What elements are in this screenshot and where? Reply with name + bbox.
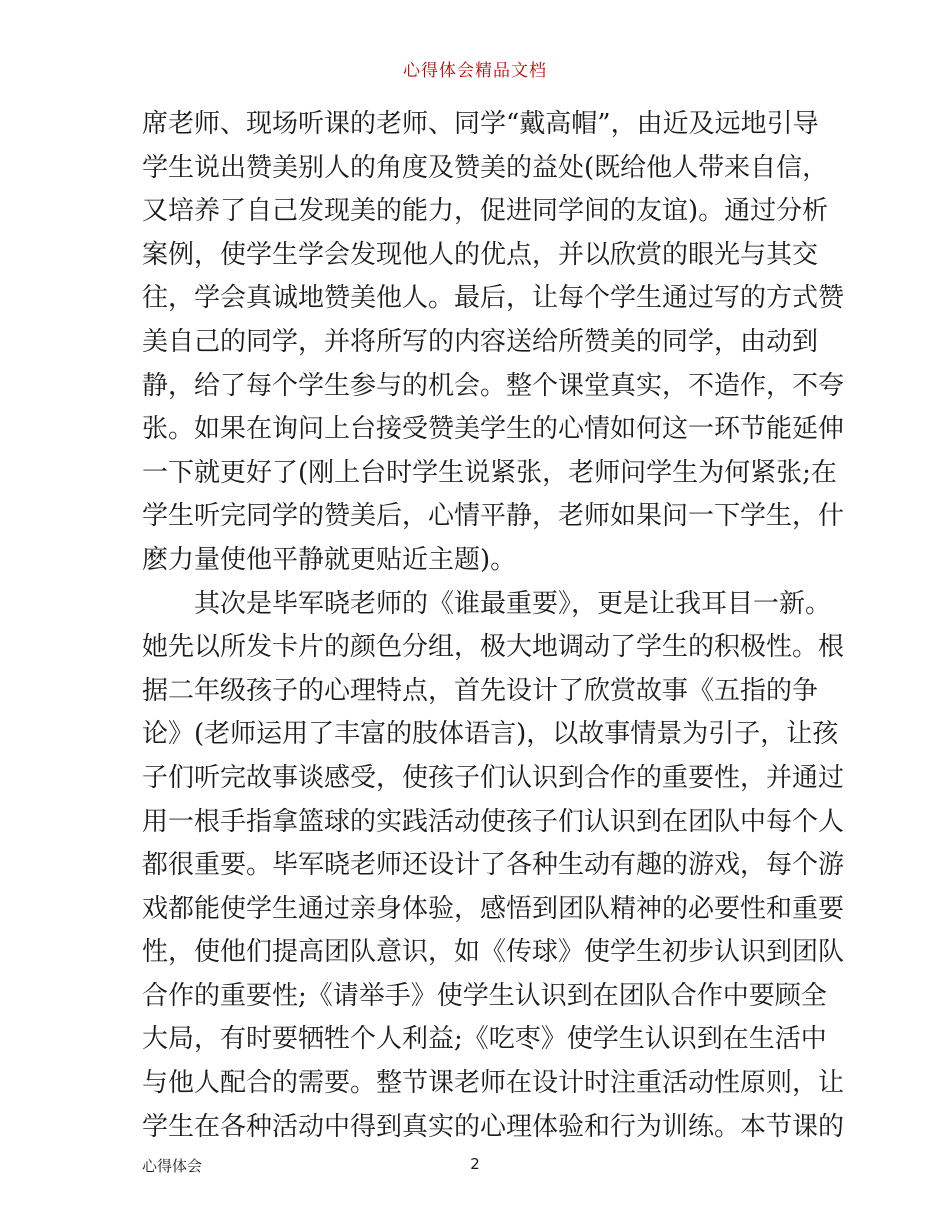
text-line: 都很重要。毕军晓老师还设计了各种生动有趣的游戏，每个游	[142, 850, 845, 881]
text-line: 又培养了自己发现美的能力，促进同学间的友谊)。通过分析	[142, 196, 829, 227]
paragraph-2	[142, 583, 845, 1150]
text-line: 性，使他们提高团队意识，如《传球》使学生初步认识到团队	[142, 937, 845, 968]
text-line: 学生在各种活动中得到真实的心理体验和行为训练。本节课的	[142, 1111, 845, 1142]
page-number: 2	[470, 1155, 480, 1173]
text-line: 学生说出赞美别人的角度及赞美的益处(既给他人带来自信，	[142, 152, 829, 183]
document-body	[142, 103, 845, 1149]
text-line: 用一根手指拿篮球的实践活动使孩子们认识到在团队中每个人	[142, 806, 845, 837]
text-line: 其次是毕军晓老师的《谁最重要》，更是让我耳目一新。	[194, 588, 832, 619]
text-line: 学生听完同学的赞美后，心情平静，老师如果问一下学生，什	[142, 501, 845, 532]
text-line: 往，学会真诚地赞美他人。最后，让每个学生通过写的方式赞	[142, 283, 845, 314]
text-line: 一下就更好了(刚上台时学生说紧张，老师问学生为何紧张;在	[142, 457, 837, 488]
footer-label: 心得体会	[142, 1157, 203, 1175]
text-line: 麽力量使他平静就更贴近主题)。	[142, 544, 517, 575]
text-line: 戏都能使学生通过亲身体验，感悟到团队精神的必要性和重要	[142, 893, 845, 924]
paragraph-1	[142, 103, 845, 583]
text-line: 她先以所发卡片的颜色分组，极大地调动了学生的积极性。根	[142, 632, 845, 663]
text-line: 静，给了每个学生参与的机会。整个课堂真实，不造作，不夸	[142, 370, 845, 401]
text-line: 子们听完故事谈感受，使孩子们认识到合作的重要性，并通过	[142, 762, 845, 793]
text-line: 席老师、现场听课的老师、同学“戴高帽”，由近及远地引导	[142, 109, 819, 139]
page-header-title: 心得体会精品文档	[403, 61, 547, 81]
text-line: 张。如果在询问上台接受赞美学生的心情如何这一环节能延伸	[142, 414, 845, 445]
text-line: 与他人配合的需要。整节课老师在设计时注重活动性原则，让	[142, 1068, 845, 1099]
text-line: 美自己的同学，并将所写的内容送给所赞美的同学，由动到	[142, 326, 819, 357]
text-line: 据二年级孩子的心理特点，首先设计了欣赏故事《五指的争	[142, 675, 819, 706]
text-line: 大局，有时要牺牲个人利益;《吃枣》使学生认识到在生活中	[142, 1024, 827, 1055]
text-line: 案例，使学生学会发现他人的优点，并以欣赏的眼光与其交	[142, 239, 819, 270]
text-line: 合作的重要性;《请举手》使学生认识到在团队合作中要顾全	[142, 980, 827, 1011]
text-line: 论》(老师运用了丰富的肢体语言)，以故事情景为引子，让孩	[142, 719, 839, 750]
